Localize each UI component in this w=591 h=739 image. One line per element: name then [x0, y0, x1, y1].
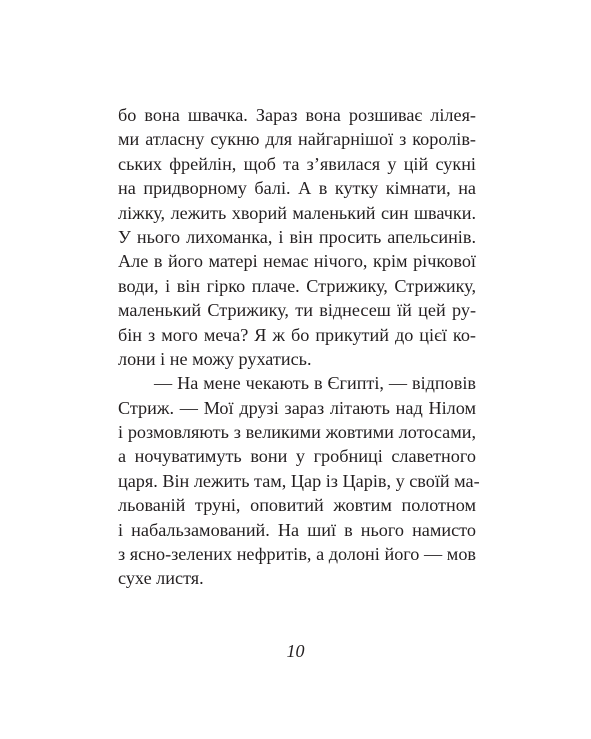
body-text	[118, 103, 480, 591]
text-line: і набальзамований. На шиї в нього намисто	[118, 519, 476, 540]
text-line: Стриж. — Мої друзі зараз літають над Нілом	[118, 397, 476, 418]
text-line: ми атласну сукню для найгарнішої з королів-	[118, 129, 476, 150]
paragraph-1	[118, 103, 476, 371]
text-line: і розмовляють з великими жовтими лотосами,	[118, 422, 476, 443]
text-line: ських фрейлін, щоб та з’явилася у цій сукні	[118, 153, 476, 174]
text-line: бо вона швачка. Зараз вона розшиває лілея-	[118, 105, 476, 125]
text-line: бін з мого меча? Я ж бо прикутий до цієї ко-	[118, 324, 476, 345]
text-line: — На мене чекають в Єгипті, — відповів	[154, 373, 476, 394]
text-line: маленький Стрижику, ти віднесеш їй цей ру-	[118, 300, 476, 321]
text-line: ліжку, лежить хворий маленький син швачки.	[118, 202, 476, 223]
text-line: царя. Він лежить там, Цар із Царів, у своїй ма-	[118, 470, 480, 491]
page-number: 10	[286, 641, 305, 661]
text-line: лони і не можу рухатись.	[118, 348, 312, 369]
text-line: Але в його матері немає нічого, крім річкової	[118, 251, 476, 272]
text-line: льованій труні, оповитий жовтим полотном	[118, 495, 476, 516]
text-line: води, і він гірко плаче. Стрижику, Стрижику,	[118, 275, 476, 296]
text-line: на придворному балі. А в кутку кімнати, на	[118, 178, 476, 199]
paragraph-2	[118, 371, 480, 591]
text-line: сухе листя.	[118, 568, 204, 589]
text-line: а ночуватимуть вони у гробниці славетного	[118, 446, 476, 467]
text-line: з ясно-зелених нефритів, а долоні його — мов	[118, 544, 476, 565]
text-line: У нього лихоманка, і він просить апельсинів.	[118, 226, 476, 247]
